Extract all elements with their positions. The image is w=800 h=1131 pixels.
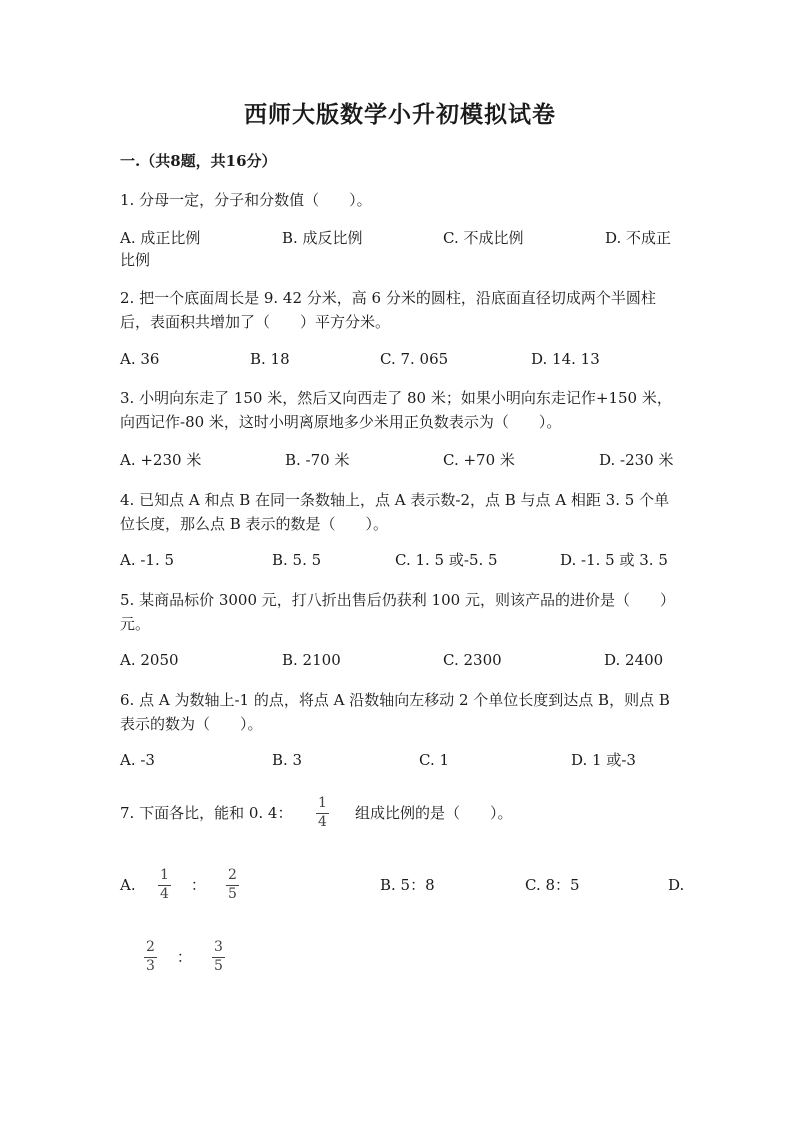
q2-option-c: C. 7. 065 <box>380 350 449 368</box>
q2-option-d: D. 14. 13 <box>531 350 600 368</box>
q3-option-b: B. -70 米 <box>285 451 350 469</box>
q7-frac-numerator: 1 <box>318 795 327 811</box>
q1-option-b: B. 成反比例 <box>282 229 363 247</box>
question-7-text-after: 组成比例的是（ ）。 <box>355 804 513 822</box>
q7-d-frac1-den: 3 <box>146 958 155 974</box>
q1-option-d: D. 不成正 <box>605 229 672 247</box>
q7-d-colon: ： <box>176 948 192 966</box>
question-1: 1. 分母一定，分子和分数值（ ）。 <box>120 191 372 209</box>
q6-option-a: A. -3 <box>120 751 155 769</box>
q7-option-a-label: A. <box>120 876 136 894</box>
question-3: 3. 小明向东走了 150 米，然后又向西走了 80 米；如果小明向东走记作+150 米，向西记作-80 米，这时小明离原地多少米用正负数表示为（ ）。 <box>120 389 672 431</box>
q5-option-a: A. 2050 <box>120 651 179 669</box>
q1-option-d-wrap: 比例 <box>120 251 151 269</box>
q7-option-d <box>144 940 225 974</box>
q4-option-a: A. -1. 5 <box>120 551 175 569</box>
q7-a-frac1-den: 4 <box>160 886 169 902</box>
question-6: 6. 点 A 为数轴上-1 的点，将点 A 沿数轴向左移动 2 个单位长度到达点 B，则点 B 表示的数为（ ）。 <box>120 691 670 733</box>
q6-option-d: D. 1 或-3 <box>571 751 636 769</box>
question-2: 2. 把一个底面周长是 9. 42 分米，高 6 分米的圆柱，沿底面直径切成两个半圆柱后，表面积共增加了（ ）平方分米。 <box>120 289 656 331</box>
q7-d-frac1-num: 2 <box>146 939 155 955</box>
q4-option-d: D. -1. 5 或 3. 5 <box>560 551 668 569</box>
q7-frac-denominator: 4 <box>318 814 327 830</box>
q7-option-a <box>158 868 239 902</box>
q2-option-b: B. 18 <box>250 350 290 368</box>
q7-option-c: C. 8：5 <box>525 876 580 894</box>
q7-option-d-label: D. <box>668 876 685 894</box>
q5-option-b: B. 2100 <box>282 651 341 669</box>
q7-d-frac2-num: 3 <box>213 939 223 955</box>
q7-option-b: B. 5：8 <box>380 876 435 894</box>
q1-option-a: A. 成正比例 <box>120 229 201 247</box>
q3-option-d: D. -230 米 <box>599 451 674 469</box>
q4-option-c: C. 1. 5 或-5. 5 <box>395 551 498 569</box>
question-4: 4. 已知点 A 和点 B 在同一条数轴上，点 A 表示数-2，点 B 与点 A 相距 3. 5 个单位长度，那么点 B 表示的数是（ ）。 <box>120 491 670 533</box>
q3-option-a: A. +230 米 <box>120 451 202 469</box>
q7-a-frac1-num: 1 <box>160 867 169 883</box>
q3-option-c: C. +70 米 <box>443 451 515 469</box>
question-7-fraction <box>316 796 329 830</box>
q2-option-a: A. 36 <box>120 350 160 368</box>
section-heading: 一.（共8题，共16分） <box>120 152 277 170</box>
question-7-text-before: 7. 下面各比，能和 0. 4： <box>120 804 293 822</box>
q5-option-d: D. 2400 <box>604 651 664 669</box>
q1-option-c: C. 不成比例 <box>443 229 524 247</box>
page-title: 西师大版数学小升初模拟试卷 <box>244 101 556 128</box>
q7-a-frac2-num: 2 <box>227 867 237 883</box>
q7-a-frac2-den: 5 <box>227 886 237 902</box>
q7-a-colon: ： <box>190 876 206 894</box>
q7-d-frac2-den: 5 <box>213 958 223 974</box>
q5-option-c: C. 2300 <box>443 651 502 669</box>
question-5: 5. 某商品标价 3000 元，打八折出售后仍获利 100 元，则该产品的进价是（ ）元。 <box>120 591 675 633</box>
q6-option-b: B. 3 <box>272 751 303 769</box>
q4-option-b: B. 5. 5 <box>272 551 322 569</box>
q6-option-c: C. 1 <box>419 751 450 769</box>
